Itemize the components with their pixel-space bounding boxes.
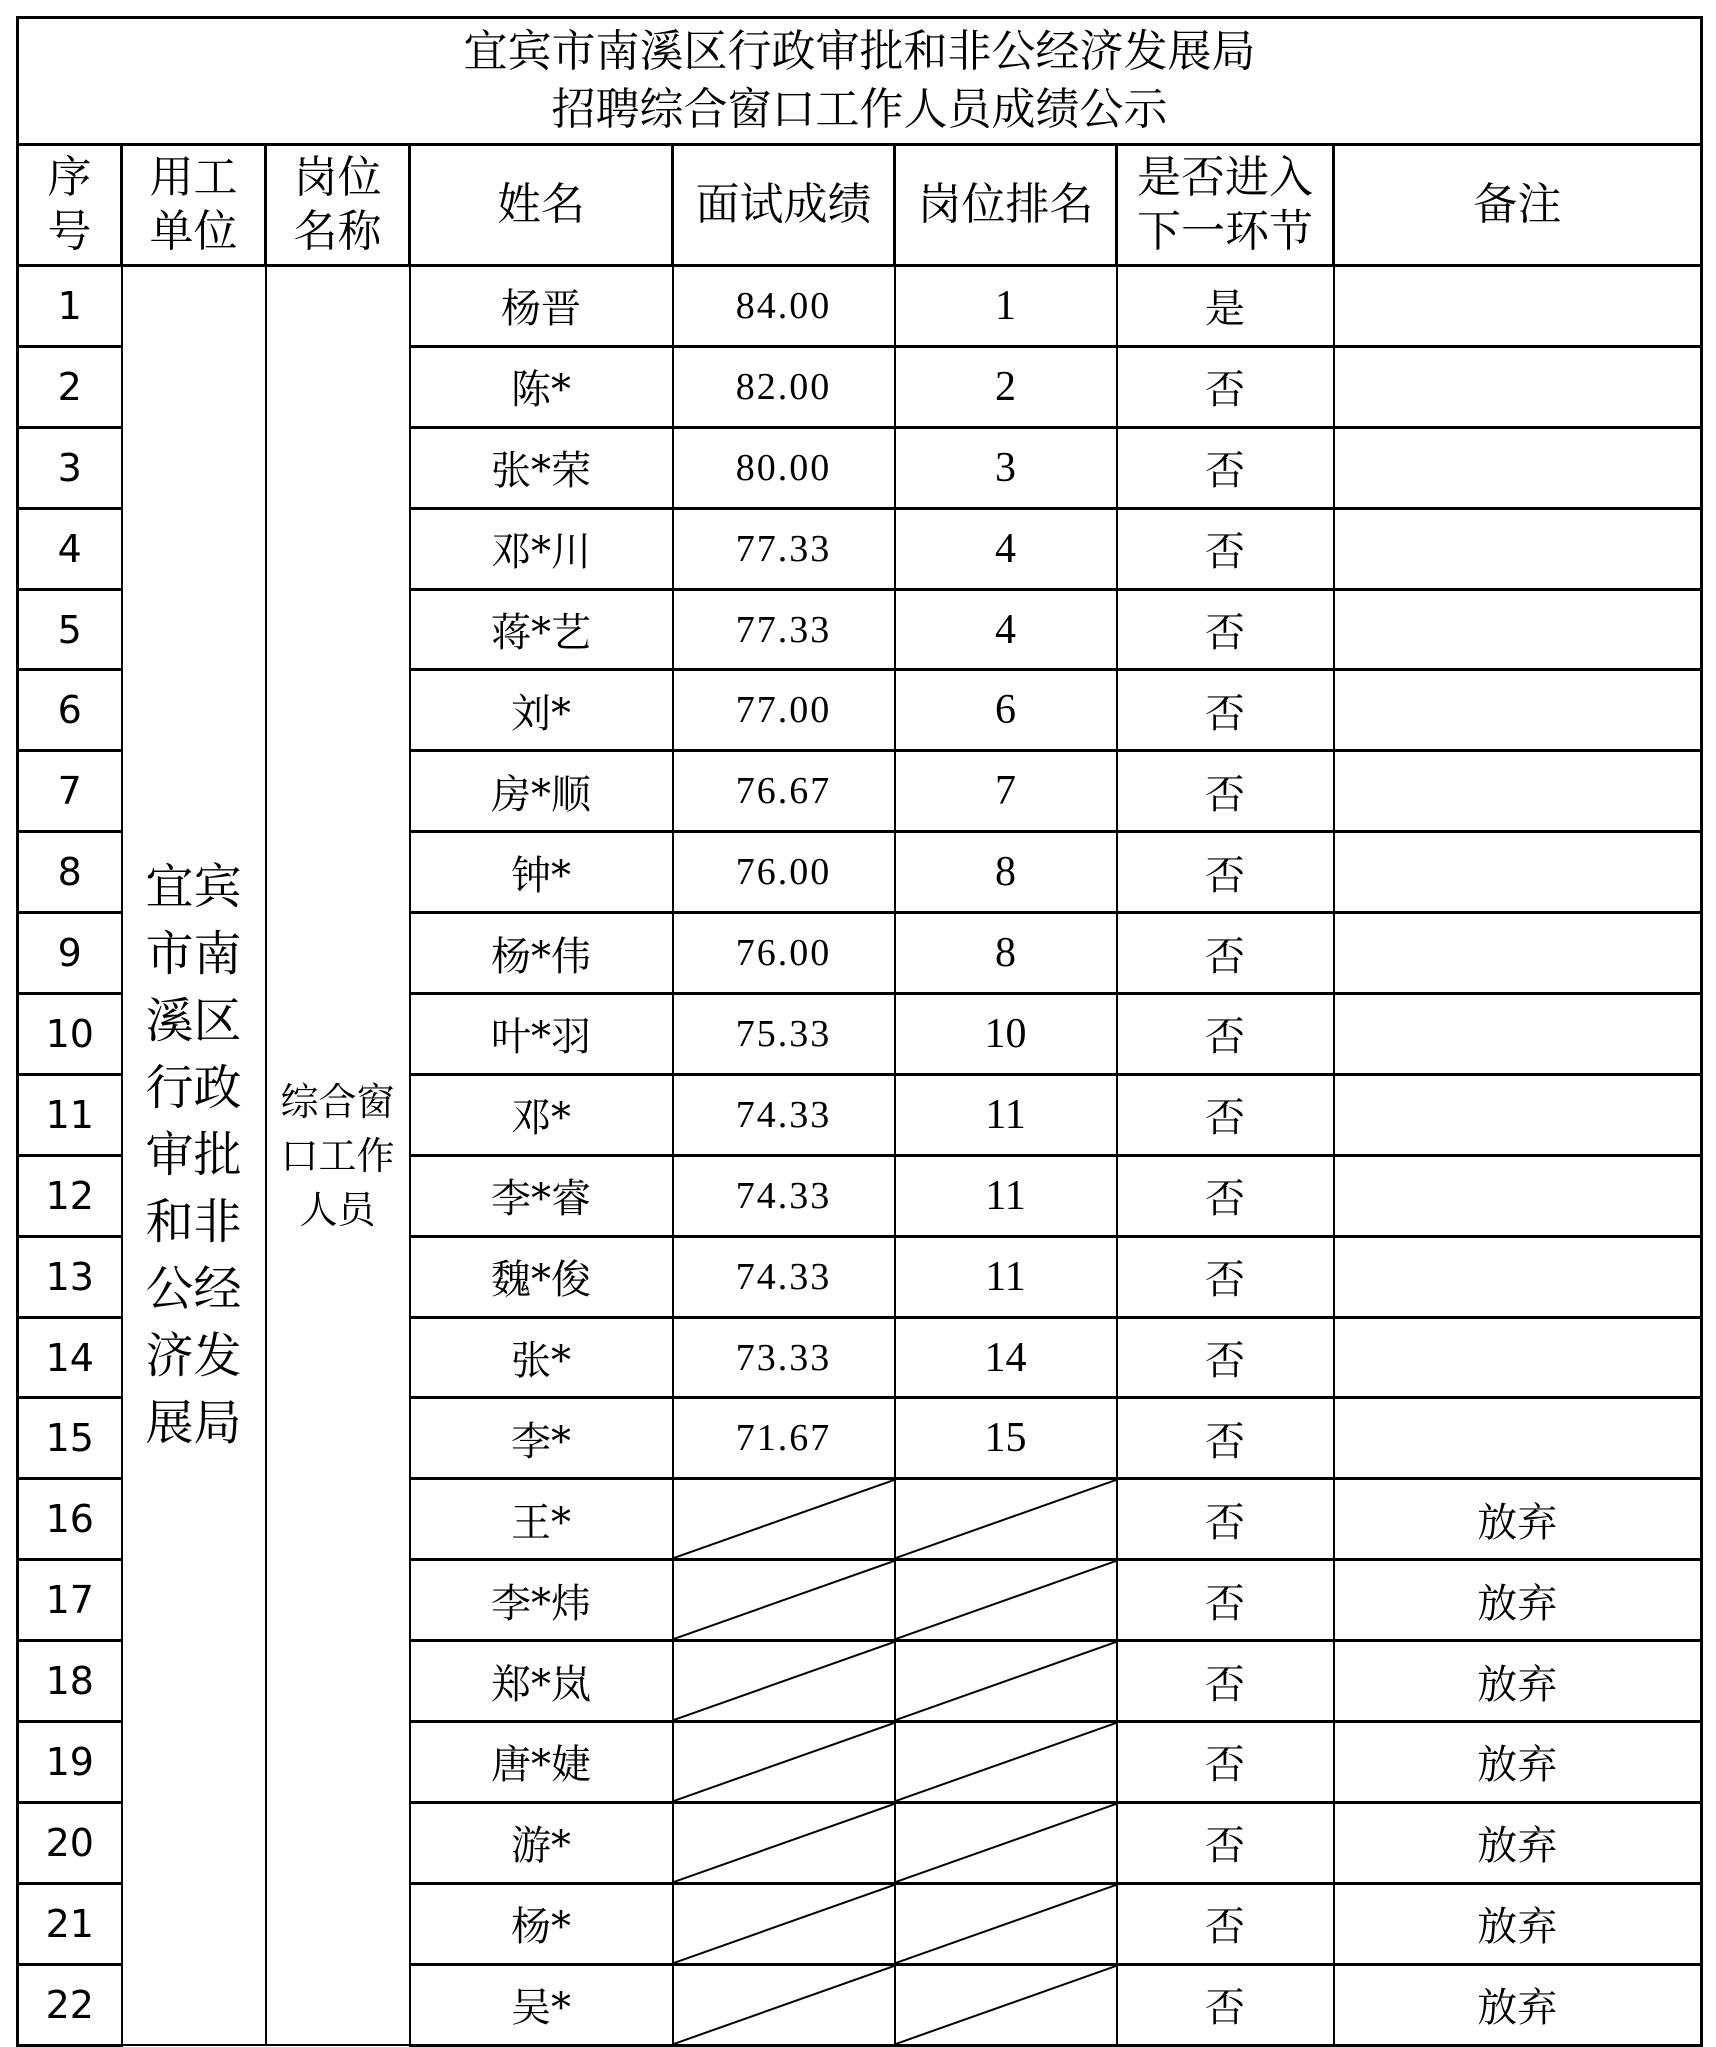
cell-advance: 否 <box>1117 1722 1334 1803</box>
cell-score: 76.00 <box>673 832 895 913</box>
cell-note <box>1334 913 1702 994</box>
cell-name: 李* <box>410 1398 673 1479</box>
cell-score-empty <box>673 1641 895 1722</box>
cell-name: 杨* <box>410 1883 673 1964</box>
cell-rank: 4 <box>895 589 1117 670</box>
document-title <box>18 18 1702 145</box>
cell-advance: 否 <box>1117 1641 1334 1722</box>
cell-seq: 17 <box>18 1560 122 1641</box>
header-advance: 是否进入下一环节 <box>1117 145 1334 266</box>
cell-seq: 10 <box>18 994 122 1075</box>
cell-advance: 否 <box>1117 1236 1334 1317</box>
cell-note: 放弃 <box>1334 1883 1702 1964</box>
cell-advance: 否 <box>1117 994 1334 1075</box>
cell-seq: 12 <box>18 1155 122 1236</box>
cell-name: 陈* <box>410 346 673 427</box>
cell-rank: 2 <box>895 346 1117 427</box>
cell-name: 唐*婕 <box>410 1722 673 1803</box>
cell-score-empty <box>673 1722 895 1803</box>
cell-advance: 否 <box>1117 427 1334 508</box>
cell-score: 80.00 <box>673 427 895 508</box>
cell-note <box>1334 1236 1702 1317</box>
cell-advance: 否 <box>1117 589 1334 670</box>
cell-score-empty <box>673 1802 895 1883</box>
cell-rank-empty <box>895 1641 1117 1722</box>
cell-employer-unit: 宜宾市南溪区行政审批和非公经济发展局 <box>122 266 266 2046</box>
cell-rank: 15 <box>895 1398 1117 1479</box>
cell-rank: 11 <box>895 1074 1117 1155</box>
cell-advance: 否 <box>1117 1155 1334 1236</box>
cell-score: 74.33 <box>673 1155 895 1236</box>
cell-seq: 19 <box>18 1722 122 1803</box>
cell-score-empty <box>673 1479 895 1560</box>
header-name: 姓名 <box>410 145 673 266</box>
cell-score-empty <box>673 1964 895 2045</box>
cell-score: 77.33 <box>673 508 895 589</box>
header-rank: 岗位排名 <box>895 145 1117 266</box>
cell-seq: 3 <box>18 427 122 508</box>
cell-score: 76.67 <box>673 751 895 832</box>
cell-seq: 1 <box>18 266 122 347</box>
cell-advance: 否 <box>1117 832 1334 913</box>
cell-name: 蒋*艺 <box>410 589 673 670</box>
cell-seq: 5 <box>18 589 122 670</box>
diagonal-slash-icon <box>896 1966 1116 2044</box>
title-line-1: 宜宾市南溪区行政审批和非公经济发展局 <box>463 26 1256 77</box>
header-row <box>18 145 1702 266</box>
cell-score: 74.33 <box>673 1236 895 1317</box>
cell-seq: 11 <box>18 1074 122 1155</box>
diagonal-slash-icon <box>896 1804 1116 1882</box>
cell-seq: 7 <box>18 751 122 832</box>
cell-rank: 3 <box>895 427 1117 508</box>
cell-note <box>1334 589 1702 670</box>
cell-score: 82.00 <box>673 346 895 427</box>
cell-advance: 否 <box>1117 1479 1334 1560</box>
cell-rank-empty <box>895 1802 1117 1883</box>
cell-seq: 8 <box>18 832 122 913</box>
cell-note <box>1334 832 1702 913</box>
cell-advance: 否 <box>1117 670 1334 751</box>
cell-rank: 6 <box>895 670 1117 751</box>
title-row <box>18 18 1702 145</box>
cell-name: 游* <box>410 1802 673 1883</box>
cell-rank: 4 <box>895 508 1117 589</box>
header-unit: 用工单位 <box>122 145 266 266</box>
diagonal-slash-icon <box>674 1480 894 1558</box>
header-score: 面试成绩 <box>673 145 895 266</box>
cell-name: 张*荣 <box>410 427 673 508</box>
cell-name: 郑*岚 <box>410 1641 673 1722</box>
diagonal-slash-icon <box>896 1480 1116 1558</box>
cell-rank: 14 <box>895 1317 1117 1398</box>
cell-score: 77.00 <box>673 670 895 751</box>
cell-rank-empty <box>895 1722 1117 1803</box>
cell-note: 放弃 <box>1334 1964 1702 2045</box>
header-note: 备注 <box>1334 145 1702 266</box>
cell-seq: 13 <box>18 1236 122 1317</box>
cell-advance: 否 <box>1117 1560 1334 1641</box>
cell-score: 76.00 <box>673 913 895 994</box>
cell-note <box>1334 266 1702 347</box>
cell-note <box>1334 427 1702 508</box>
cell-name: 叶*羽 <box>410 994 673 1075</box>
diagonal-slash-icon <box>674 1561 894 1639</box>
cell-rank-empty <box>895 1883 1117 1964</box>
cell-rank: 11 <box>895 1236 1117 1317</box>
cell-seq: 4 <box>18 508 122 589</box>
cell-score-empty <box>673 1560 895 1641</box>
cell-advance: 否 <box>1117 1802 1334 1883</box>
table-row <box>18 266 1702 347</box>
cell-advance: 否 <box>1117 751 1334 832</box>
cell-advance: 否 <box>1117 1883 1334 1964</box>
cell-rank: 8 <box>895 913 1117 994</box>
diagonal-slash-icon <box>896 1642 1116 1720</box>
cell-seq: 14 <box>18 1317 122 1398</box>
cell-seq: 9 <box>18 913 122 994</box>
cell-rank: 7 <box>895 751 1117 832</box>
cell-note <box>1334 670 1702 751</box>
cell-name: 李*炜 <box>410 1560 673 1641</box>
diagonal-slash-icon <box>896 1723 1116 1801</box>
cell-note: 放弃 <box>1334 1722 1702 1803</box>
cell-name: 邓*川 <box>410 508 673 589</box>
score-table <box>16 16 1703 2047</box>
cell-name: 杨*伟 <box>410 913 673 994</box>
cell-note <box>1334 1398 1702 1479</box>
cell-advance: 否 <box>1117 508 1334 589</box>
cell-name: 魏*俊 <box>410 1236 673 1317</box>
cell-note <box>1334 508 1702 589</box>
diagonal-slash-icon <box>674 1885 894 1963</box>
cell-position-name: 综合窗口工作人员 <box>266 266 410 2046</box>
cell-note <box>1334 751 1702 832</box>
diagonal-slash-icon <box>674 1642 894 1720</box>
cell-advance: 否 <box>1117 913 1334 994</box>
cell-note: 放弃 <box>1334 1479 1702 1560</box>
diagonal-slash-icon <box>674 1804 894 1882</box>
diagonal-slash-icon <box>896 1885 1116 1963</box>
cell-score: 84.00 <box>673 266 895 347</box>
cell-note <box>1334 994 1702 1075</box>
cell-seq: 16 <box>18 1479 122 1560</box>
diagonal-slash-icon <box>674 1723 894 1801</box>
cell-advance: 否 <box>1117 1964 1334 2045</box>
cell-rank: 1 <box>895 266 1117 347</box>
cell-name: 房*顺 <box>410 751 673 832</box>
cell-advance: 是 <box>1117 266 1334 347</box>
cell-score: 75.33 <box>673 994 895 1075</box>
cell-seq: 21 <box>18 1883 122 1964</box>
header-seq: 序号 <box>18 145 122 266</box>
cell-score-empty <box>673 1883 895 1964</box>
cell-score: 73.33 <box>673 1317 895 1398</box>
cell-advance: 否 <box>1117 1398 1334 1479</box>
cell-score: 77.33 <box>673 589 895 670</box>
cell-note <box>1334 1155 1702 1236</box>
cell-name: 李*睿 <box>410 1155 673 1236</box>
cell-rank: 11 <box>895 1155 1117 1236</box>
cell-name: 邓* <box>410 1074 673 1155</box>
title-line-2: 招聘综合窗口工作人员成绩公示 <box>551 84 1168 135</box>
cell-name: 钟* <box>410 832 673 913</box>
cell-seq: 15 <box>18 1398 122 1479</box>
diagonal-slash-icon <box>674 1966 894 2044</box>
cell-score: 74.33 <box>673 1074 895 1155</box>
cell-advance: 否 <box>1117 346 1334 427</box>
cell-name: 王* <box>410 1479 673 1560</box>
cell-note: 放弃 <box>1334 1641 1702 1722</box>
diagonal-slash-icon <box>896 1561 1116 1639</box>
cell-seq: 20 <box>18 1802 122 1883</box>
cell-note <box>1334 1317 1702 1398</box>
cell-note: 放弃 <box>1334 1802 1702 1883</box>
cell-seq: 22 <box>18 1964 122 2045</box>
header-position: 岗位名称 <box>266 145 410 266</box>
cell-score: 71.67 <box>673 1398 895 1479</box>
cell-rank: 10 <box>895 994 1117 1075</box>
cell-note: 放弃 <box>1334 1560 1702 1641</box>
cell-seq: 6 <box>18 670 122 751</box>
cell-advance: 否 <box>1117 1074 1334 1155</box>
cell-rank-empty <box>895 1479 1117 1560</box>
cell-advance: 否 <box>1117 1317 1334 1398</box>
cell-note <box>1334 1074 1702 1155</box>
cell-name: 张* <box>410 1317 673 1398</box>
cell-name: 吴* <box>410 1964 673 2045</box>
cell-rank: 8 <box>895 832 1117 913</box>
cell-name: 杨晋 <box>410 266 673 347</box>
cell-seq: 18 <box>18 1641 122 1722</box>
cell-rank-empty <box>895 1964 1117 2045</box>
cell-rank-empty <box>895 1560 1117 1641</box>
cell-note <box>1334 346 1702 427</box>
cell-seq: 2 <box>18 346 122 427</box>
cell-name: 刘* <box>410 670 673 751</box>
